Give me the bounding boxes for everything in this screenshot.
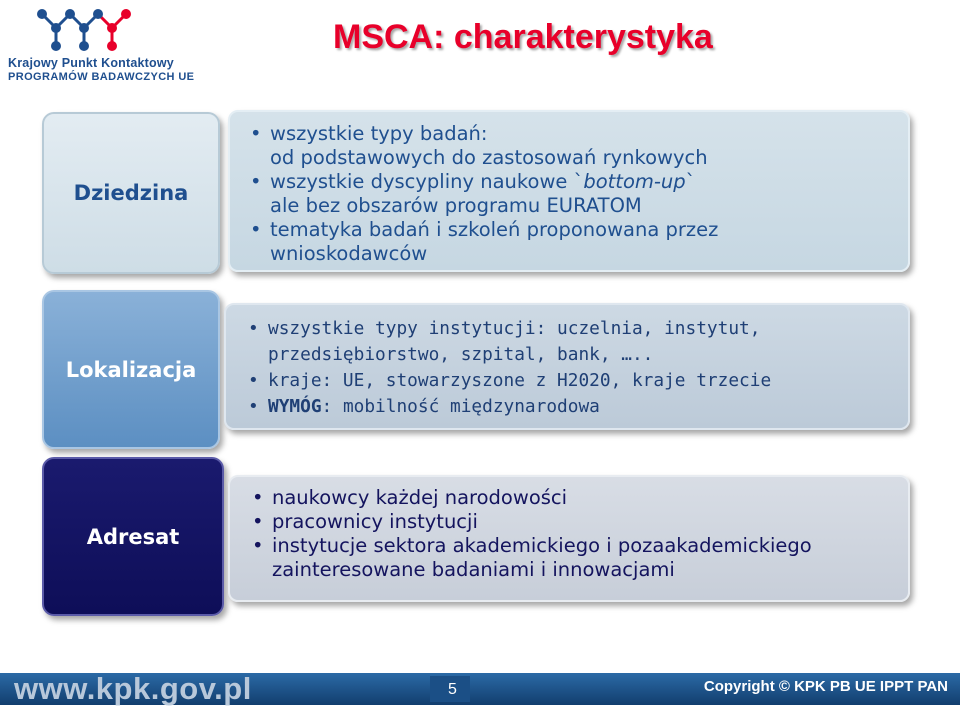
logo-text-line2: PROGRAMÓW BADAWCZYCH UE — [8, 71, 195, 83]
content-box-lokalizacja — [224, 303, 910, 430]
label-box-lokalizacja — [42, 290, 220, 449]
page-title: MSCA: charakterystyka — [333, 18, 713, 56]
footer-copyright: Copyright © KPK PB UE IPPT PAN — [703, 678, 948, 695]
content-box-dziedzina — [228, 110, 910, 272]
label-dziedzina: Dziedzina — [73, 181, 189, 205]
list-item: • wszystkie dyscypliny naukowe `bottom-up` ale bez obszarów programu EURATOM — [250, 170, 908, 218]
list-dziedzina — [250, 122, 908, 266]
list-item: • wszystkie typy badań: od podstawowych do zastosowań rynkowych — [250, 122, 908, 170]
list-lokalizacja — [248, 316, 908, 420]
label-adresat: Adresat — [86, 524, 180, 549]
list-item: • instytucje sektora akademickiego i pozaakademickiego zainteresowane badaniami i innowacjami — [252, 534, 908, 582]
label-box-dziedzina — [42, 112, 220, 274]
list-item: • naukowcy każdej narodowości — [252, 486, 908, 510]
list-item: • wszystkie typy instytucji: uczelnia, instytut, przedsiębiorstwo, szpital, bank, ….. — [248, 316, 908, 368]
list-item: • tematyka badań i szkoleń proponowana przez wnioskodawców — [250, 218, 908, 266]
list-item: • kraje: UE, stowarzyszone z H2020, kraje trzecie — [248, 368, 908, 394]
page-number: 5 — [448, 681, 457, 698]
label-box-adresat — [42, 457, 224, 616]
list-item: • pracownicy instytucji — [252, 510, 908, 534]
molecule-logo-icon — [4, 2, 154, 58]
footer-url-link[interactable]: www.kpk.gov.pl — [14, 671, 252, 706]
label-lokalizacja: Lokalizacja — [65, 357, 197, 382]
list-item: • WYMÓG: mobilność międzynarodowa — [248, 394, 908, 420]
content-box-adresat — [228, 475, 910, 602]
footer-bar — [0, 673, 960, 705]
list-adresat — [252, 486, 908, 582]
logo-text-line1: Krajowy Punkt Kontaktowy — [8, 56, 174, 70]
